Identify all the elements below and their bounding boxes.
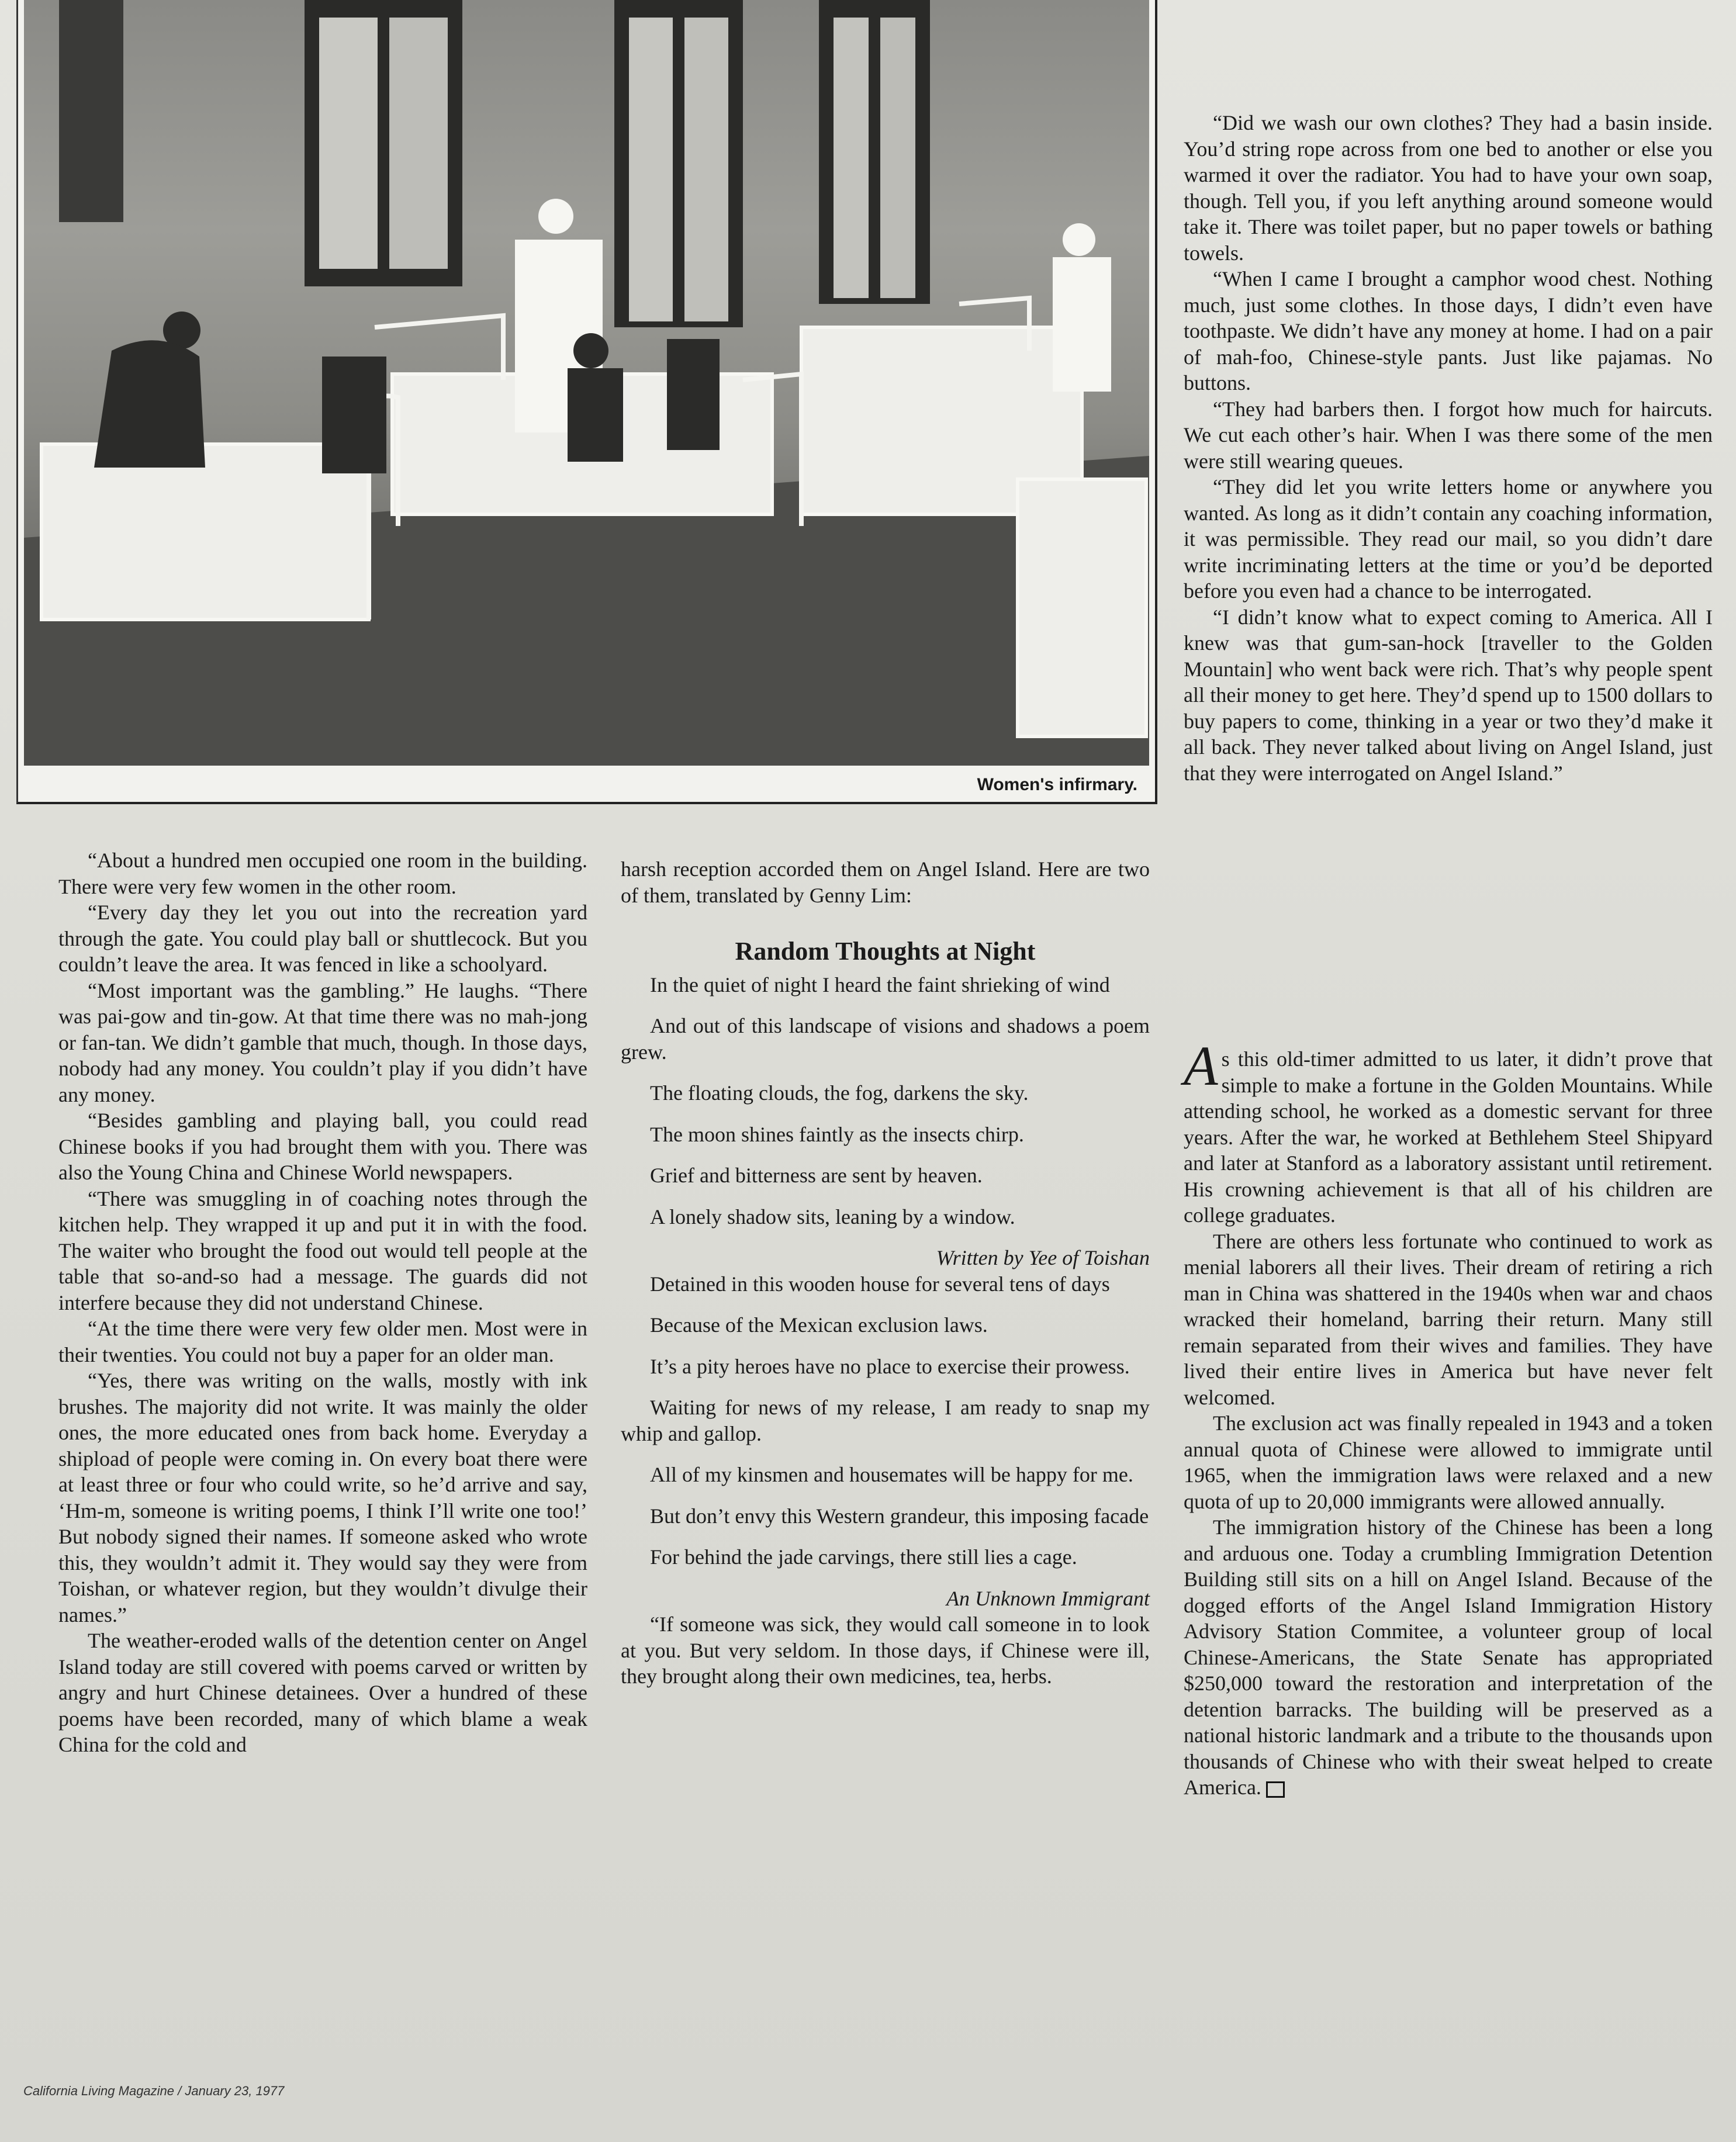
poem-line: Waiting for news of my release, I am ready to snap my whip and gallop. (621, 1396, 1150, 1445)
page-footer: California Living Magazine / January 23, 1977 (23, 2084, 285, 2098)
poem-title: Random Thoughts at Night (735, 937, 1036, 966)
poem-line: The moon shines faintly as the insects chirp. (650, 1122, 1024, 1146)
photo-frame (16, 0, 1157, 804)
poem-line: For behind the jade carvings, there still lies a cage. (650, 1545, 1077, 1569)
article-column-right-bottom (1184, 1034, 1713, 1801)
article-paragraph-last (1184, 1514, 1713, 1801)
article-paragraph: There are others less fortunate who continued to work as menial laborers all their lives. Their dream of retiring a rich man in China was shattered in the 1940s when war and chaos wracked their homeland, barring their return. Many still remain separated from their wives and families. They have lived their entire lives in America but have never felt welcomed. (1184, 1229, 1713, 1409)
article-paragraph: “Did we wash our own clothes? They had a basin inside. You’d string rope across from one bed to another or else you warmed it over the radiator. You had to have your own soap, though. Tell you, if you left anything around someone would take it. There was toilet paper, but no paper towels or bathing towels. (1184, 111, 1713, 265)
article-paragraph: “Most important was the gambling.” He laughs. “There was pai-gow and tin-gow. At that time there was no mah-jong or fan-tan. We didn’t gamble that much, though. In those days, nobody had any money. You couldn’t play if you didn’t have any money. (58, 978, 587, 1106)
article-paragraph: “When I came I brought a camphor wood chest. Nothing much, just some clothes. In those days, I didn’t even have toothpaste. We didn’t have any money at home. I had on a pair of mah-foo, Chinese-style pants. Just like pajamas. No buttons. (1184, 267, 1713, 395)
poem-line: All of my kinsmen and housemates will be happy for me. (650, 1463, 1133, 1486)
poem-credit: Written by Yee of Toishan (936, 1246, 1150, 1269)
article-paragraph: “I didn’t know what to expect coming to America. All I knew was that gum-san-hock [traveller to the Golden Mountain] who went back were rich. That’s why people spent all their money to get here. They’d spend up to 1500 dollars to buy papers to come, thinking in a year or two they’d make it all back. They never talked about living on Angel Island, just that they were interrogated on Angel Island.” (1184, 605, 1713, 785)
poem-line: Grief and bitterness are sent by heaven. (650, 1164, 983, 1187)
article-paragraph: The exclusion act was finally repealed in 1943 and a token annual quota of Chinese were allowed to immigrate until 1965, when the immigration laws were relaxed and a new quota of up to 20,000 immigrants were allowed annually. (1184, 1411, 1713, 1513)
article-paragraph: “Besides gambling and playing ball, you could read Chinese books if you had brought them with you. There was also the Young China and Chinese World newspapers. (58, 1109, 587, 1184)
infirmary-photo (24, 0, 1149, 766)
poem-line: But don’t envy this Western grandeur, this imposing facade (650, 1504, 1149, 1528)
poem-line: A lonely shadow sits, leaning by a window. (650, 1205, 1015, 1229)
article-paragraph: “Yes, there was writing on the walls, mostly with ink brushes. The majority did not write. It was mainly the older ones, the more educated ones from back home. Everyday a shipload of people were coming in. On every boat there were at least three or four who could write, so he’d arrive and say, ‘Hm-m, someone is writing poems, I think I’ll write one too!’ But nobody signed their names. If someone asked who wrote this, they wouldn’t admit it. They would say they were from Toishan, or whatever region, but they wouldn’t divulge their names.” (58, 1369, 587, 1627)
article-text: s this old-timer admitted to us later, it didn’t prove that simple to make a fortune in the Golden Mountains. While attending school, he worked as a domestic servant for three years. After the war, he worked at Bethlehem Steel Shipyard and later at Stanford as a laboratory assistant until retirement. His crowning achievement is that all of his children are college graduates. (1184, 1047, 1713, 1227)
drop-cap: A (1184, 1034, 1218, 1097)
poem-line: Because of the Mexican exclusion laws. (650, 1313, 988, 1337)
end-mark-icon (1266, 1781, 1285, 1798)
article-column-middle (621, 856, 1150, 1690)
poems-intro: harsh reception accorded them on Angel Island. Here are two of them, translated by Genny Lim: (621, 857, 1150, 907)
poem-line: The floating clouds, the fog, darkens the sky. (650, 1081, 1029, 1105)
infirmary-illustration (24, 0, 1149, 766)
article-paragraph: “Every day they let you out into the recreation yard through the gate. You could play ball or shuttlecock. But you couldn’t leave the area. It was fenced in like a schoolyard. (58, 901, 587, 976)
poem-line: It’s a pity heroes have no place to exercise their prowess. (650, 1354, 1130, 1378)
poem-line: And out of this landscape of visions and shadows a poem grew. (621, 1014, 1150, 1064)
poem-credit: An Unknown Immigrant (946, 1586, 1150, 1610)
article-paragraph: “They did let you write letters home or anywhere you wanted. As long as it didn’t contain any coaching information, it was permissible. They read our mail, so you didn’t dare write incriminating letters at the time or you’d be deported before you even had a chance to be interrogated. (1184, 475, 1713, 603)
article-paragraph: “If someone was sick, they would call someone in to look at you. But very seldom. In those days, if Chinese were ill, they brought along their own medicines, tea, herbs. (621, 1612, 1150, 1688)
article-paragraph: The weather-eroded walls of the detention center on Angel Island today are still covered with poems carved or written by angry and hurt Chinese detainees. Over a hundred of these poems have been recorded, many of which blame a weak China for the cold and (58, 1629, 587, 1756)
article-paragraph-first (1184, 1034, 1713, 1229)
article-column-left (58, 847, 587, 1758)
article-text: The immigration history of the Chinese has been a long and arduous one. Today a crumbling Immigration Detention Building still sits on a hill on Angel Island. Because of the dogged efforts of the Angel Island Immigration History Advisory Station Commitee, a volunteer group of local Chinese-Americans, the State Senate has appropriated $250,000 toward the restoration and interpretation of the detention barracks. The building will be preserved as a national historic landmark and a tribute to the thousands upon thousands of Chinese who with their sweat helped to create America. (1184, 1515, 1713, 1799)
article-column-right-top (1184, 110, 1713, 786)
photo-caption: Women's infirmary. (977, 775, 1137, 794)
poem-line: Detained in this wooden house for several tens of days (650, 1272, 1110, 1296)
article-paragraph: “About a hundred men occupied one room in the building. There were very few women in the other room. (58, 849, 587, 898)
article-paragraph: “There was smuggling in of coaching notes through the kitchen help. They wrapped it up and put it in with the food. The waiter who brought the food out would tell people at the table that so-and-so had a message. The guards did not interfere because they did not understand Chinese. (58, 1186, 587, 1314)
poem-line: In the quiet of night I heard the faint shrieking of wind (650, 973, 1110, 996)
article-paragraph: “At the time there were very few older men. Most were in their twenties. You could not buy a paper for an older man. (58, 1317, 587, 1366)
article-paragraph: “They had barbers then. I forgot how much for haircuts. We cut each other’s hair. When I was there some of the men were still wearing queues. (1184, 397, 1713, 473)
